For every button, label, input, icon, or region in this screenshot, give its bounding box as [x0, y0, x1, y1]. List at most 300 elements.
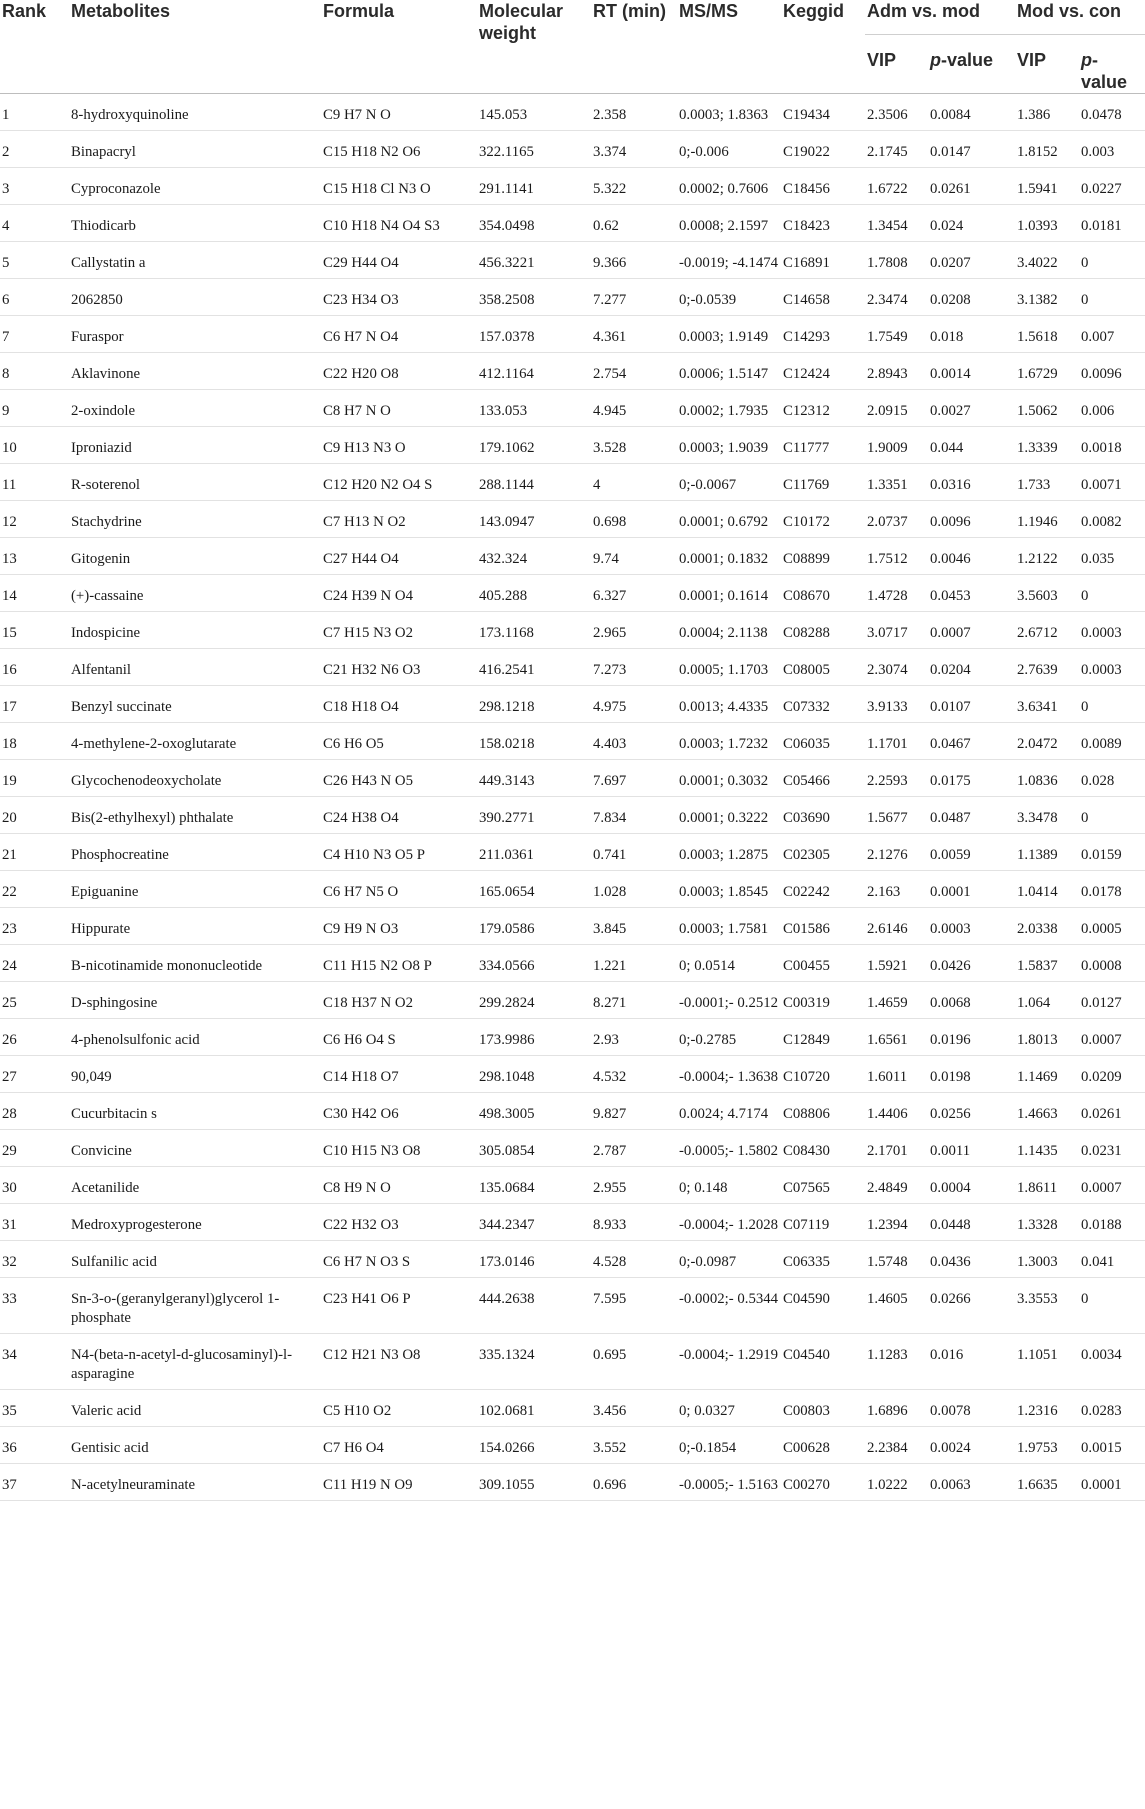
- p-symbol: p: [930, 50, 941, 70]
- cell-msms: -0.0002;- 0.5344: [677, 1278, 781, 1334]
- cell-pvalue-adm-vs-mod: 0.0011: [928, 1130, 1015, 1167]
- cell-rank: 11: [0, 464, 69, 501]
- cell-keggid: C04590: [781, 1278, 865, 1334]
- cell-keggid: C03690: [781, 797, 865, 834]
- cell-vip-mod-vs-con: 1.1469: [1015, 1056, 1079, 1093]
- cell-rank: 19: [0, 760, 69, 797]
- cell-keggid: C05466: [781, 760, 865, 797]
- header-msms: MS/MS: [677, 0, 781, 94]
- cell-molecular-weight: 288.1144: [477, 464, 591, 501]
- cell-rt: 3.845: [591, 908, 677, 945]
- header-pvalue-mod: [1079, 35, 1145, 94]
- cell-rank: 34: [0, 1334, 69, 1390]
- cell-keggid: C12849: [781, 1019, 865, 1056]
- cell-vip-adm-vs-mod: 2.3506: [865, 94, 928, 131]
- cell-keggid: C07565: [781, 1167, 865, 1204]
- cell-metabolite: Sulfanilic acid: [69, 1241, 321, 1278]
- cell-vip-mod-vs-con: 1.064: [1015, 982, 1079, 1019]
- cell-vip-adm-vs-mod: 1.6011: [865, 1056, 928, 1093]
- cell-molecular-weight: 157.0378: [477, 316, 591, 353]
- cell-vip-mod-vs-con: 1.0836: [1015, 760, 1079, 797]
- cell-pvalue-adm-vs-mod: 0.024: [928, 205, 1015, 242]
- cell-vip-adm-vs-mod: 2.163: [865, 871, 928, 908]
- cell-molecular-weight: 298.1048: [477, 1056, 591, 1093]
- cell-pvalue-mod-vs-con: 0.006: [1079, 390, 1145, 427]
- cell-vip-mod-vs-con: 1.733: [1015, 464, 1079, 501]
- cell-formula: C6 H7 N O3 S: [321, 1241, 477, 1278]
- cell-rt: 2.754: [591, 353, 677, 390]
- cell-pvalue-mod-vs-con: 0.0001: [1079, 1464, 1145, 1501]
- cell-keggid: C06335: [781, 1241, 865, 1278]
- cell-rt: 2.93: [591, 1019, 677, 1056]
- table-row: [0, 1464, 1145, 1501]
- cell-rank: 6: [0, 279, 69, 316]
- cell-keggid: C02242: [781, 871, 865, 908]
- cell-rank: 21: [0, 834, 69, 871]
- cell-metabolite: D-sphingosine: [69, 982, 321, 1019]
- table-body: [0, 94, 1145, 1501]
- table-row: [0, 427, 1145, 464]
- cell-rank: 31: [0, 1204, 69, 1241]
- cell-msms: -0.0004;- 1.2028: [677, 1204, 781, 1241]
- cell-formula: C9 H7 N O: [321, 94, 477, 131]
- cell-formula: C24 H38 O4: [321, 797, 477, 834]
- cell-rt: 3.528: [591, 427, 677, 464]
- cell-vip-adm-vs-mod: 2.1276: [865, 834, 928, 871]
- cell-metabolite: Sn-3-o-(geranylgeranyl)glycerol 1-phosphate: [69, 1278, 321, 1334]
- cell-molecular-weight: 432.324: [477, 538, 591, 575]
- cell-keggid: C07119: [781, 1204, 865, 1241]
- cell-formula: C15 H18 Cl N3 O: [321, 168, 477, 205]
- cell-formula: C27 H44 O4: [321, 538, 477, 575]
- cell-vip-adm-vs-mod: 1.3454: [865, 205, 928, 242]
- cell-keggid: C07332: [781, 686, 865, 723]
- cell-formula: C22 H20 O8: [321, 353, 477, 390]
- cell-metabolite: Indospicine: [69, 612, 321, 649]
- cell-pvalue-adm-vs-mod: 0.018: [928, 316, 1015, 353]
- table-row: [0, 279, 1145, 316]
- cell-keggid: C16891: [781, 242, 865, 279]
- cell-pvalue-adm-vs-mod: 0.0256: [928, 1093, 1015, 1130]
- table-row: [0, 1390, 1145, 1427]
- cell-rank: 2: [0, 131, 69, 168]
- cell-pvalue-mod-vs-con: 0.035: [1079, 538, 1145, 575]
- cell-rt: 1.028: [591, 871, 677, 908]
- table-row: [0, 501, 1145, 538]
- cell-pvalue-adm-vs-mod: 0.0001: [928, 871, 1015, 908]
- cell-rt: 2.787: [591, 1130, 677, 1167]
- table-row: [0, 168, 1145, 205]
- header-rank: Rank: [0, 0, 69, 94]
- cell-msms: 0;-0.2785: [677, 1019, 781, 1056]
- cell-formula: C7 H13 N O2: [321, 501, 477, 538]
- cell-metabolite: B-nicotinamide mononucleotide: [69, 945, 321, 982]
- cell-keggid: C18456: [781, 168, 865, 205]
- table-row: [0, 1204, 1145, 1241]
- cell-rank: 1: [0, 94, 69, 131]
- cell-formula: C15 H18 N2 O6: [321, 131, 477, 168]
- cell-rt: 2.955: [591, 1167, 677, 1204]
- cell-keggid: C02305: [781, 834, 865, 871]
- cell-molecular-weight: 173.0146: [477, 1241, 591, 1278]
- cell-rank: 10: [0, 427, 69, 464]
- table-row: [0, 649, 1145, 686]
- cell-vip-mod-vs-con: 1.5062: [1015, 390, 1079, 427]
- cell-formula: C10 H18 N4 O4 S3: [321, 205, 477, 242]
- cell-metabolite: Valeric acid: [69, 1390, 321, 1427]
- table-row: [0, 760, 1145, 797]
- cell-pvalue-adm-vs-mod: 0.0207: [928, 242, 1015, 279]
- cell-molecular-weight: 416.2541: [477, 649, 591, 686]
- cell-msms: 0.0013; 4.4335: [677, 686, 781, 723]
- cell-rt: 1.221: [591, 945, 677, 982]
- cell-vip-adm-vs-mod: 1.1283: [865, 1334, 928, 1390]
- cell-msms: 0; 0.0327: [677, 1390, 781, 1427]
- table-row: [0, 982, 1145, 1019]
- cell-keggid: C04540: [781, 1334, 865, 1390]
- cell-vip-mod-vs-con: 1.6729: [1015, 353, 1079, 390]
- cell-pvalue-mod-vs-con: 0.0003: [1079, 649, 1145, 686]
- cell-molecular-weight: 135.0684: [477, 1167, 591, 1204]
- cell-vip-mod-vs-con: 3.6341: [1015, 686, 1079, 723]
- cell-pvalue-mod-vs-con: 0.0227: [1079, 168, 1145, 205]
- cell-pvalue-adm-vs-mod: 0.0196: [928, 1019, 1015, 1056]
- cell-pvalue-mod-vs-con: 0.041: [1079, 1241, 1145, 1278]
- cell-msms: 0.0002; 0.7606: [677, 168, 781, 205]
- cell-vip-mod-vs-con: 2.7639: [1015, 649, 1079, 686]
- cell-rank: 18: [0, 723, 69, 760]
- cell-pvalue-adm-vs-mod: 0.0426: [928, 945, 1015, 982]
- cell-rt: 0.696: [591, 1464, 677, 1501]
- cell-vip-mod-vs-con: 1.3003: [1015, 1241, 1079, 1278]
- cell-formula: C23 H34 O3: [321, 279, 477, 316]
- cell-vip-mod-vs-con: 1.8152: [1015, 131, 1079, 168]
- cell-pvalue-adm-vs-mod: 0.0436: [928, 1241, 1015, 1278]
- cell-formula: C22 H32 O3: [321, 1204, 477, 1241]
- cell-molecular-weight: 390.2771: [477, 797, 591, 834]
- cell-formula: C4 H10 N3 O5 P: [321, 834, 477, 871]
- cell-vip-adm-vs-mod: 3.9133: [865, 686, 928, 723]
- cell-formula: C21 H32 N6 O3: [321, 649, 477, 686]
- cell-vip-adm-vs-mod: 1.5921: [865, 945, 928, 982]
- table-row: [0, 871, 1145, 908]
- cell-metabolite: Aklavinone: [69, 353, 321, 390]
- cell-rt: 7.273: [591, 649, 677, 686]
- cell-msms: -0.0005;- 1.5802: [677, 1130, 781, 1167]
- cell-metabolite: Convicine: [69, 1130, 321, 1167]
- value-suffix: -value: [941, 50, 994, 70]
- cell-formula: C12 H20 N2 O4 S: [321, 464, 477, 501]
- cell-metabolite: Bis(2-ethylhexyl) phthalate: [69, 797, 321, 834]
- cell-pvalue-adm-vs-mod: 0.0448: [928, 1204, 1015, 1241]
- cell-msms: 0.0003; 1.7232: [677, 723, 781, 760]
- cell-vip-adm-vs-mod: 1.0222: [865, 1464, 928, 1501]
- cell-vip-adm-vs-mod: 1.7549: [865, 316, 928, 353]
- cell-msms: 0.0003; 1.8545: [677, 871, 781, 908]
- cell-rank: 36: [0, 1427, 69, 1464]
- cell-rank: 30: [0, 1167, 69, 1204]
- cell-keggid: C08806: [781, 1093, 865, 1130]
- cell-vip-adm-vs-mod: 2.2593: [865, 760, 928, 797]
- cell-vip-adm-vs-mod: 1.6561: [865, 1019, 928, 1056]
- cell-pvalue-adm-vs-mod: 0.0096: [928, 501, 1015, 538]
- cell-metabolite: Hippurate: [69, 908, 321, 945]
- cell-keggid: C14658: [781, 279, 865, 316]
- cell-keggid: C08288: [781, 612, 865, 649]
- cell-vip-adm-vs-mod: 2.8943: [865, 353, 928, 390]
- table-row: [0, 686, 1145, 723]
- cell-pvalue-adm-vs-mod: 0.0147: [928, 131, 1015, 168]
- cell-metabolite: Medroxyprogesterone: [69, 1204, 321, 1241]
- table-row: [0, 1019, 1145, 1056]
- cell-pvalue-mod-vs-con: 0.028: [1079, 760, 1145, 797]
- cell-metabolite: Furaspor: [69, 316, 321, 353]
- cell-msms: 0;-0.006: [677, 131, 781, 168]
- cell-molecular-weight: 179.0586: [477, 908, 591, 945]
- cell-molecular-weight: 322.1165: [477, 131, 591, 168]
- cell-pvalue-mod-vs-con: 0.0071: [1079, 464, 1145, 501]
- cell-rank: 32: [0, 1241, 69, 1278]
- cell-metabolite: Binapacryl: [69, 131, 321, 168]
- cell-rt: 4.532: [591, 1056, 677, 1093]
- cell-molecular-weight: 335.1324: [477, 1334, 591, 1390]
- table-row: [0, 723, 1145, 760]
- cell-vip-adm-vs-mod: 1.2394: [865, 1204, 928, 1241]
- cell-molecular-weight: 298.1218: [477, 686, 591, 723]
- cell-pvalue-adm-vs-mod: 0.0014: [928, 353, 1015, 390]
- cell-rt: 4.975: [591, 686, 677, 723]
- cell-pvalue-adm-vs-mod: 0.0198: [928, 1056, 1015, 1093]
- cell-pvalue-mod-vs-con: 0.0261: [1079, 1093, 1145, 1130]
- cell-molecular-weight: 456.3221: [477, 242, 591, 279]
- cell-rt: 8.933: [591, 1204, 677, 1241]
- cell-vip-mod-vs-con: 1.1435: [1015, 1130, 1079, 1167]
- cell-rt: 3.456: [591, 1390, 677, 1427]
- cell-rt: 3.374: [591, 131, 677, 168]
- cell-pvalue-mod-vs-con: 0.0018: [1079, 427, 1145, 464]
- cell-molecular-weight: 299.2824: [477, 982, 591, 1019]
- cell-pvalue-adm-vs-mod: 0.0453: [928, 575, 1015, 612]
- cell-rt: 0.698: [591, 501, 677, 538]
- cell-pvalue-adm-vs-mod: 0.0084: [928, 94, 1015, 131]
- cell-vip-mod-vs-con: 1.9753: [1015, 1427, 1079, 1464]
- cell-pvalue-adm-vs-mod: 0.0078: [928, 1390, 1015, 1427]
- cell-pvalue-adm-vs-mod: 0.0068: [928, 982, 1015, 1019]
- table-row: [0, 1278, 1145, 1334]
- table-row: [0, 575, 1145, 612]
- cell-pvalue-adm-vs-mod: 0.0027: [928, 390, 1015, 427]
- cell-molecular-weight: 358.2508: [477, 279, 591, 316]
- cell-rt: 4.361: [591, 316, 677, 353]
- table-row: [0, 908, 1145, 945]
- cell-rank: 7: [0, 316, 69, 353]
- cell-rank: 13: [0, 538, 69, 575]
- cell-molecular-weight: 309.1055: [477, 1464, 591, 1501]
- cell-vip-mod-vs-con: 1.5837: [1015, 945, 1079, 982]
- cell-pvalue-mod-vs-con: 0.0005: [1079, 908, 1145, 945]
- cell-pvalue-adm-vs-mod: 0.0107: [928, 686, 1015, 723]
- cell-msms: 0.0003; 1.2875: [677, 834, 781, 871]
- cell-vip-mod-vs-con: 1.0414: [1015, 871, 1079, 908]
- cell-pvalue-mod-vs-con: 0.0478: [1079, 94, 1145, 131]
- cell-rank: 12: [0, 501, 69, 538]
- cell-metabolite: 8-hydroxyquinoline: [69, 94, 321, 131]
- cell-metabolite: 90,049: [69, 1056, 321, 1093]
- cell-msms: 0;-0.0067: [677, 464, 781, 501]
- cell-metabolite: Stachydrine: [69, 501, 321, 538]
- cell-metabolite: Benzyl succinate: [69, 686, 321, 723]
- table-row: [0, 464, 1145, 501]
- cell-vip-adm-vs-mod: 2.3074: [865, 649, 928, 686]
- cell-rt: 4.528: [591, 1241, 677, 1278]
- cell-pvalue-adm-vs-mod: 0.016: [928, 1334, 1015, 1390]
- cell-rank: 5: [0, 242, 69, 279]
- cell-rt: 3.552: [591, 1427, 677, 1464]
- cell-metabolite: Epiguanine: [69, 871, 321, 908]
- cell-keggid: C11769: [781, 464, 865, 501]
- cell-pvalue-mod-vs-con: 0: [1079, 1278, 1145, 1334]
- header-group-adm-vs-mod: Adm vs. mod: [865, 0, 1015, 35]
- cell-formula: C9 H13 N3 O: [321, 427, 477, 464]
- cell-vip-mod-vs-con: 1.386: [1015, 94, 1079, 131]
- cell-vip-mod-vs-con: 1.3339: [1015, 427, 1079, 464]
- cell-vip-mod-vs-con: 1.3328: [1015, 1204, 1079, 1241]
- cell-vip-adm-vs-mod: 1.7808: [865, 242, 928, 279]
- cell-pvalue-mod-vs-con: 0.0209: [1079, 1056, 1145, 1093]
- cell-rt: 0.62: [591, 205, 677, 242]
- cell-pvalue-mod-vs-con: 0.0082: [1079, 501, 1145, 538]
- table-row: [0, 1130, 1145, 1167]
- cell-formula: C8 H7 N O: [321, 390, 477, 427]
- cell-pvalue-adm-vs-mod: 0.0204: [928, 649, 1015, 686]
- cell-rank: 28: [0, 1093, 69, 1130]
- cell-pvalue-mod-vs-con: 0.0283: [1079, 1390, 1145, 1427]
- header-formula: Formula: [321, 0, 477, 94]
- cell-vip-mod-vs-con: 3.3553: [1015, 1278, 1079, 1334]
- cell-molecular-weight: 412.1164: [477, 353, 591, 390]
- cell-pvalue-mod-vs-con: 0.0015: [1079, 1427, 1145, 1464]
- cell-rank: 8: [0, 353, 69, 390]
- cell-vip-mod-vs-con: 1.2122: [1015, 538, 1079, 575]
- cell-metabolite: Thiodicarb: [69, 205, 321, 242]
- cell-pvalue-adm-vs-mod: 0.0467: [928, 723, 1015, 760]
- cell-metabolite: 2062850: [69, 279, 321, 316]
- cell-pvalue-mod-vs-con: 0.003: [1079, 131, 1145, 168]
- header-rt: RT (min): [591, 0, 677, 94]
- cell-rt: 7.834: [591, 797, 677, 834]
- cell-formula: C18 H37 N O2: [321, 982, 477, 1019]
- cell-metabolite: Cyproconazole: [69, 168, 321, 205]
- cell-rank: 24: [0, 945, 69, 982]
- table-row: [0, 1241, 1145, 1278]
- cell-pvalue-adm-vs-mod: 0.0059: [928, 834, 1015, 871]
- cell-rank: 9: [0, 390, 69, 427]
- cell-pvalue-adm-vs-mod: 0.0316: [928, 464, 1015, 501]
- cell-pvalue-adm-vs-mod: 0.0208: [928, 279, 1015, 316]
- cell-rank: 16: [0, 649, 69, 686]
- cell-molecular-weight: 211.0361: [477, 834, 591, 871]
- cell-molecular-weight: 165.0654: [477, 871, 591, 908]
- cell-msms: 0.0001; 0.6792: [677, 501, 781, 538]
- table-row: [0, 131, 1145, 168]
- cell-formula: C6 H7 N O4: [321, 316, 477, 353]
- cell-rt: 5.322: [591, 168, 677, 205]
- cell-molecular-weight: 354.0498: [477, 205, 591, 242]
- table-row: [0, 797, 1145, 834]
- cell-molecular-weight: 133.053: [477, 390, 591, 427]
- cell-keggid: C08005: [781, 649, 865, 686]
- table-row: [0, 390, 1145, 427]
- cell-pvalue-mod-vs-con: 0.0231: [1079, 1130, 1145, 1167]
- cell-rt: 0.741: [591, 834, 677, 871]
- cell-vip-adm-vs-mod: 1.4406: [865, 1093, 928, 1130]
- table-row: [0, 1334, 1145, 1390]
- cell-keggid: C10720: [781, 1056, 865, 1093]
- cell-vip-mod-vs-con: 1.0393: [1015, 205, 1079, 242]
- cell-pvalue-adm-vs-mod: 0.0266: [928, 1278, 1015, 1334]
- cell-vip-adm-vs-mod: 2.6146: [865, 908, 928, 945]
- cell-formula: C6 H6 O4 S: [321, 1019, 477, 1056]
- table-row: [0, 1093, 1145, 1130]
- cell-metabolite: Acetanilide: [69, 1167, 321, 1204]
- cell-rank: 26: [0, 1019, 69, 1056]
- cell-pvalue-mod-vs-con: 0.0003: [1079, 612, 1145, 649]
- table-row: [0, 1167, 1145, 1204]
- cell-pvalue-adm-vs-mod: 0.0063: [928, 1464, 1015, 1501]
- cell-keggid: C00455: [781, 945, 865, 982]
- cell-msms: 0.0001; 0.1832: [677, 538, 781, 575]
- cell-vip-mod-vs-con: 3.3478: [1015, 797, 1079, 834]
- cell-vip-adm-vs-mod: 1.6722: [865, 168, 928, 205]
- table-header: [0, 0, 1145, 94]
- cell-metabolite: Cucurbitacin s: [69, 1093, 321, 1130]
- cell-metabolite: N-acetylneuraminate: [69, 1464, 321, 1501]
- table-row: [0, 242, 1145, 279]
- cell-molecular-weight: 498.3005: [477, 1093, 591, 1130]
- cell-vip-adm-vs-mod: 1.1701: [865, 723, 928, 760]
- cell-keggid: C00319: [781, 982, 865, 1019]
- cell-rank: 29: [0, 1130, 69, 1167]
- cell-formula: C26 H43 N O5: [321, 760, 477, 797]
- cell-rank: 17: [0, 686, 69, 723]
- cell-rank: 37: [0, 1464, 69, 1501]
- cell-formula: C9 H9 N O3: [321, 908, 477, 945]
- cell-vip-adm-vs-mod: 1.4659: [865, 982, 928, 1019]
- cell-pvalue-adm-vs-mod: 0.0175: [928, 760, 1015, 797]
- cell-keggid: C00628: [781, 1427, 865, 1464]
- p-symbol: p: [1081, 50, 1092, 70]
- cell-msms: 0.0003; 1.8363: [677, 94, 781, 131]
- cell-metabolite: 4-phenolsulfonic acid: [69, 1019, 321, 1056]
- cell-molecular-weight: 444.2638: [477, 1278, 591, 1334]
- cell-formula: C14 H18 O7: [321, 1056, 477, 1093]
- cell-vip-adm-vs-mod: 2.2384: [865, 1427, 928, 1464]
- cell-msms: -0.0004;- 1.3638: [677, 1056, 781, 1093]
- cell-vip-mod-vs-con: 2.0472: [1015, 723, 1079, 760]
- cell-rank: 15: [0, 612, 69, 649]
- cell-msms: 0.0002; 1.7935: [677, 390, 781, 427]
- cell-vip-adm-vs-mod: 1.6896: [865, 1390, 928, 1427]
- cell-pvalue-mod-vs-con: 0.007: [1079, 316, 1145, 353]
- cell-vip-adm-vs-mod: 1.4728: [865, 575, 928, 612]
- cell-msms: 0.0003; 1.7581: [677, 908, 781, 945]
- cell-pvalue-adm-vs-mod: 0.0004: [928, 1167, 1015, 1204]
- cell-rt: 9.366: [591, 242, 677, 279]
- cell-metabolite: Gentisic acid: [69, 1427, 321, 1464]
- cell-molecular-weight: 173.1168: [477, 612, 591, 649]
- header-metabolites: Metabolites: [69, 0, 321, 94]
- cell-rank: 3: [0, 168, 69, 205]
